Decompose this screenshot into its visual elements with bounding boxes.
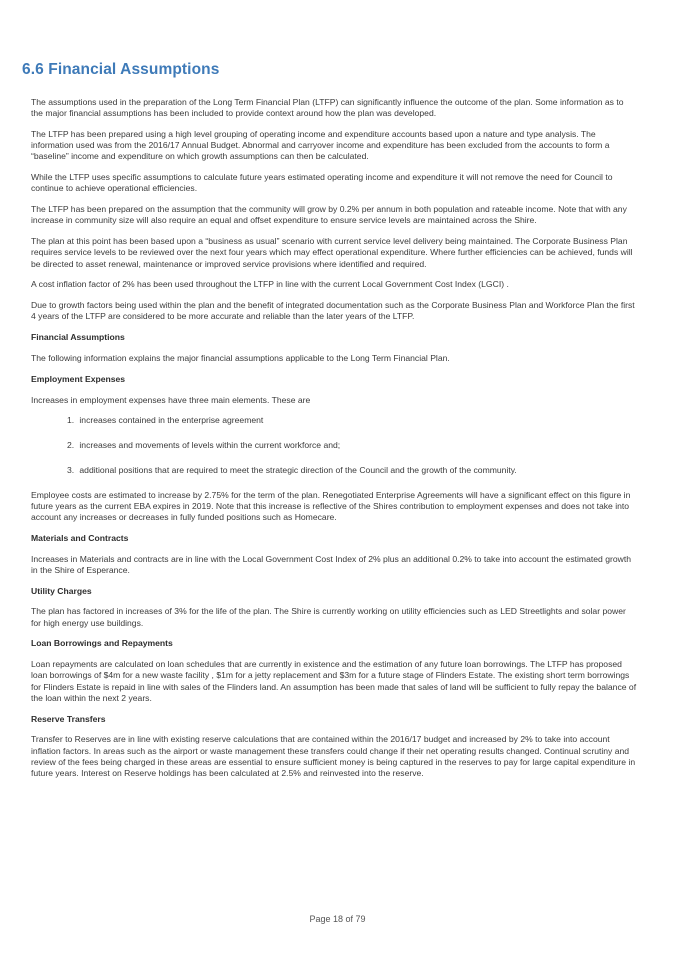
list-item xyxy=(67,465,637,476)
paragraph-efficiencies: While the LTFP uses specific assumptions to calculate future years estimated operating income and expenditure it will not remove the need for Council to continue to achieve operational efficiencies. xyxy=(31,172,613,194)
paragraph-employment-intro: Increases in employment expenses have three main elements. These are xyxy=(31,394,311,405)
paragraph-financial-assumptions: The following information explains the major financial assumptions applicable to the Long Term Financial Plan. xyxy=(31,353,450,363)
heading-reserve-transfers: Reserve Transfers xyxy=(31,713,106,724)
paragraph-intro: The assumptions used in the preparation of the Long Term Financial Plan (LTFP) can significantly influence the outcome of the plan. Some information as to the major financial assumptions has been included to provide context around how the plan was developed. xyxy=(31,97,624,119)
paragraph-growth: The LTFP has been prepared on the assumption that the community will grow by 0.2% per annum in both population and rateable income. Note that with any increase in community size will also require an equal and offset expenditure to ensure service levels are maintained across the Shire. xyxy=(31,204,627,226)
list-item-text: increases and movements of levels within the current workforce and; xyxy=(79,440,341,451)
list-item-number: 1. xyxy=(67,415,75,426)
page-title: 6.6 Financial Assumptions xyxy=(22,61,220,78)
heading-employment-expenses: Employment Expenses xyxy=(31,373,126,384)
employment-list xyxy=(31,415,637,476)
paragraph-business-as-usual: The plan at this point has been based upon a “business as usual” scenario with current service level delivery being maintained. The Corporate Business Plan requires service levels to be reviewed over the next four years which may effect operational expenditure. Where further efficiencies can be achieved, funds will be directed to asset renewal, maintenance or improved service provisions where identified and required. xyxy=(31,236,633,269)
heading-financial-assumptions: Financial Assumptions xyxy=(31,332,125,343)
paragraph-loan-borrowings: Loan repayments are calculated on loan schedules that are currently in existence and the estimation of any future loan borrowings. The LTFP has proposed loan borrowings of $4m for a new waste facility , $1m for a jetty replacement and $3m for a future stage of Flinders Estate. The existing short term borrowings for Flinders Estate is repaid in line with sales of the Flinders land. An assumption has been made that sales of land will be sufficient to fully repay the balance of the loan within the next 2 years. xyxy=(31,659,637,703)
paragraph-employment-costs: Employee costs are estimated to increase by 2.75% for the term of the plan. Renegotiated Enterprise Agreements will have a significant effect on this figure in future years as the current EBA expires in 2019. Note that this increase is reflective of the Shires contribution to employment expenses and does not take into account any increases or decreases in fully funded positions such as Homecare. xyxy=(31,489,631,522)
paragraph-materials-contracts: Increases in Materials and contracts are in line with the Local Government Cost Index of 2% plus an additional 0.2% to take into account the estimated growth in the Shire of Esperance. xyxy=(31,553,631,575)
document-body xyxy=(31,97,637,789)
list-item xyxy=(67,440,637,451)
heading-materials-contracts: Materials and Contracts xyxy=(31,532,129,543)
heading-loan-borrowings: Loan Borrowings and Repayments xyxy=(31,638,173,649)
paragraph-accuracy: Due to growth factors being used within the plan and the benefit of integrated documentation such as the Corporate Business Plan and Workforce Plan the first 4 years of the LTFP are considered to be more accurate and reliable than the later years of the LTFP. xyxy=(31,300,635,322)
paragraph-ltfp-grouping: The LTFP has been prepared using a high level grouping of operating income and expenditure accounts based upon a nature and type analysis. The information used was from the 2016/17 Annual Budget. Abnormal and carryover income and expenditure has been excluded from the accounts to form a “baseline” income and expenditure on which growth assumptions can then be calculated. xyxy=(31,129,610,162)
heading-utility-charges: Utility Charges xyxy=(31,585,92,596)
list-item xyxy=(67,415,637,426)
list-item-text: increases contained in the enterprise agreement xyxy=(79,415,264,426)
page-number: Page 18 of 79 xyxy=(309,914,366,924)
list-item-number: 3. xyxy=(67,464,75,475)
list-item-text: additional positions that are required to meet the strategic direction of the Council and the growth of the community. xyxy=(79,464,517,475)
paragraph-reserve-transfers: Transfer to Reserves are in line with existing reserve calculations that are contained within the 2016/17 budget and increased by 2% to take into account inflation factors. In areas such as the airport or waste management these transfers could change if their net operating results changed. Continual scrutiny and review of the fees being charged in these areas are essential to ensure sufficient money is being captured in the reserves to pay for large capital expenditure in future years. Interest on Reserve holdings has been calculated at 2.5% and reinvested into the reserve. xyxy=(31,734,636,778)
paragraph-utility-charges: The plan has factored in increases of 3% for the life of the plan. The Shire is currently working on utility efficiencies such as LED Streetlights and solar power for high energy use buildings. xyxy=(31,606,626,628)
list-item-number: 2. xyxy=(67,440,75,451)
paragraph-inflation: A cost inflation factor of 2% has been used throughout the LTFP in line with the current Local Government Cost Index (LGCI) . xyxy=(31,279,509,290)
